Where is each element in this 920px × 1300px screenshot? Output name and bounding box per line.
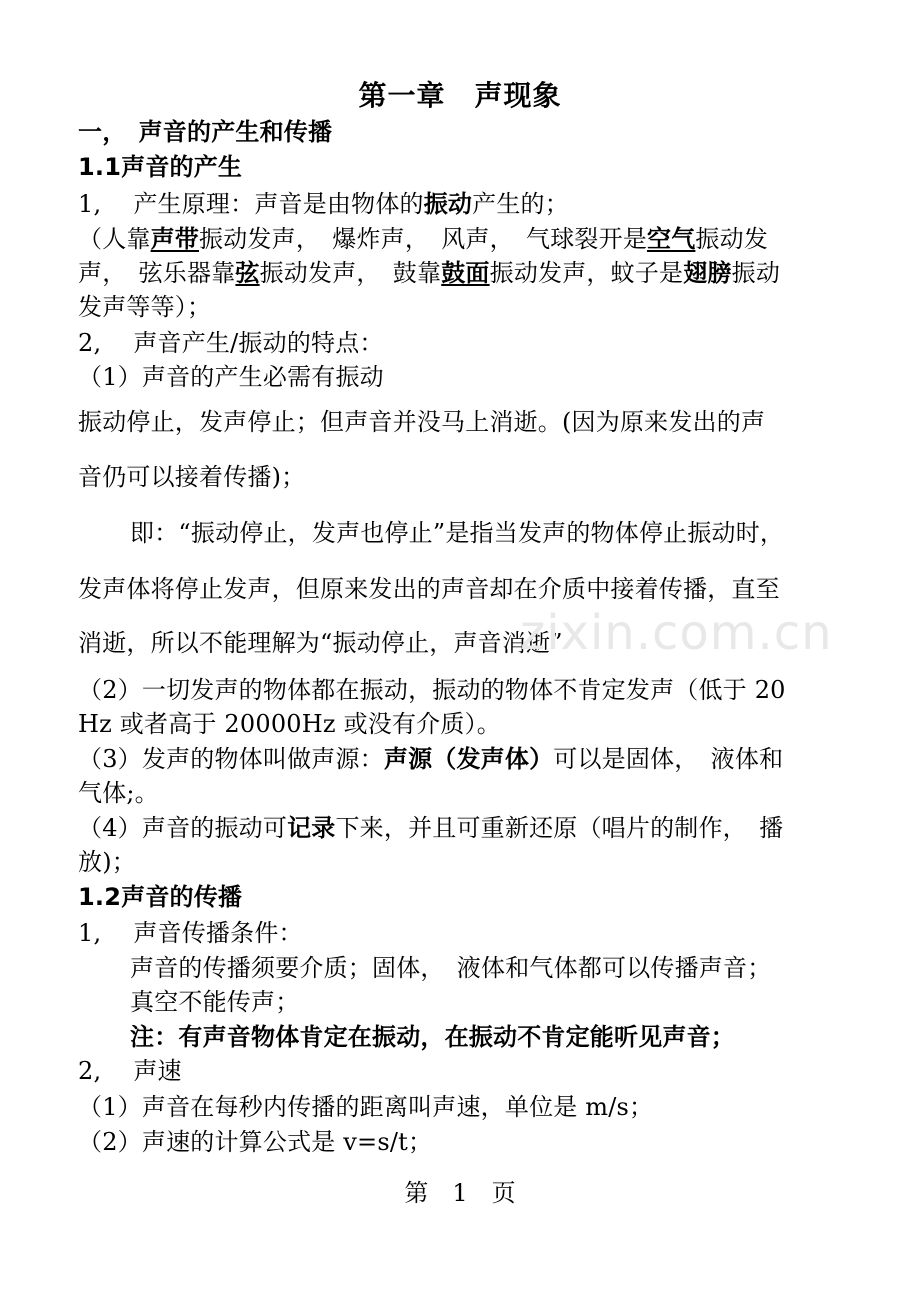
subsection-heading-1-1: 1.1声音的产生: [78, 153, 243, 181]
paragraph-line: [78, 187, 860, 221]
paragraph-line: [78, 742, 860, 776]
paragraph-line: 真空不能传声；: [130, 988, 300, 1016]
bold-text: 翅膀: [683, 259, 732, 287]
paragraph-line: 声音的传播须要介质；固体， 液体和气体都可以传播声音；: [130, 954, 772, 982]
bold-underline-text: 弦: [235, 259, 260, 287]
text: 振动发声，蚊子是: [489, 259, 684, 287]
paragraph-line: 2, 声速: [78, 1057, 182, 1085]
text: 振动发声， 爆炸声， 风声， 气球裂开是: [199, 225, 648, 253]
paragraph-line: 发声等等）；: [78, 293, 212, 321]
watermark: zixin.com.cn: [520, 605, 833, 661]
paragraph-line: 1, 声音传播条件：: [78, 919, 303, 947]
text: 1, 产生原理：声音是由物体的: [78, 190, 424, 218]
paragraph-line: （2）声速的计算公式是 v=s/t；: [78, 1128, 433, 1156]
paragraph-line: 音仍可以接着传播)；: [78, 463, 306, 491]
paragraph-line: [78, 222, 860, 256]
paragraph-line: 发声体将停止发声，但原来发出的声音却在介质中接着传播，直至: [78, 575, 780, 603]
paragraph-line: （1）声音在每秒内传播的距离叫声速，单位是 m/s；: [78, 1093, 654, 1121]
section-heading-1: 一， 声音的产生和传播: [78, 118, 333, 146]
paragraph-line: （2）一切发声的物体都在振动，振动的物体不肯定发声（低于 20: [78, 676, 786, 704]
bold-text: 声源（发声体）: [383, 745, 554, 773]
bold-underline-text: 鼓面: [441, 259, 490, 287]
paragraph-line: Hz 或者高于 20000Hz 或没有介质）。: [78, 710, 501, 738]
text: （4）声音的振动可: [78, 814, 288, 842]
text: （人靠: [78, 225, 151, 253]
subsection-heading-1-2: 1.2声音的传播: [78, 883, 243, 911]
paragraph-line: 放)；: [78, 848, 136, 876]
bold-underline-text: 空气: [647, 225, 696, 253]
text: （3）发声的物体叫做声源：: [78, 745, 384, 773]
paragraph-line: [78, 811, 860, 845]
text: 下来，并且可重新还原（唱片的制作， 播: [335, 814, 784, 842]
paragraph-line: [78, 256, 860, 290]
paragraph-line: 振动停止，发声停止；但声音并没马上消逝。(因为原来发出的声: [78, 408, 766, 436]
page-footer: 第 1 页: [404, 1179, 516, 1207]
bold-text: 记录: [287, 814, 336, 842]
paragraph-line: （1）声音的产生必需有振动: [78, 363, 384, 391]
bold-text: 振动: [423, 190, 473, 218]
text: 可以是固体， 液体和: [553, 745, 784, 773]
text: 声， 弦乐器靠: [78, 259, 236, 287]
text: 振动发声， 鼓靠: [259, 259, 442, 287]
chapter-title: 第一章 声现象: [358, 79, 562, 112]
text: 振动发: [695, 225, 769, 253]
text: 产生的；: [472, 190, 569, 218]
paragraph-line: 2, 声音产生/振动的特点：: [78, 329, 384, 357]
paragraph-line: 气体;。: [78, 779, 159, 807]
bold-underline-text: 声带: [150, 225, 200, 253]
text: 振动: [731, 259, 781, 287]
paragraph-line: 消逝，所以不能理解为“振动停止，声音消逝”: [78, 629, 563, 657]
paragraph-line: 即：“振动停止，发声也停止”是指当发声的物体停止振动时，: [130, 519, 785, 547]
note-line: 注：有声音物体肯定在振动，在振动不肯定能听见声音；: [130, 1023, 735, 1051]
